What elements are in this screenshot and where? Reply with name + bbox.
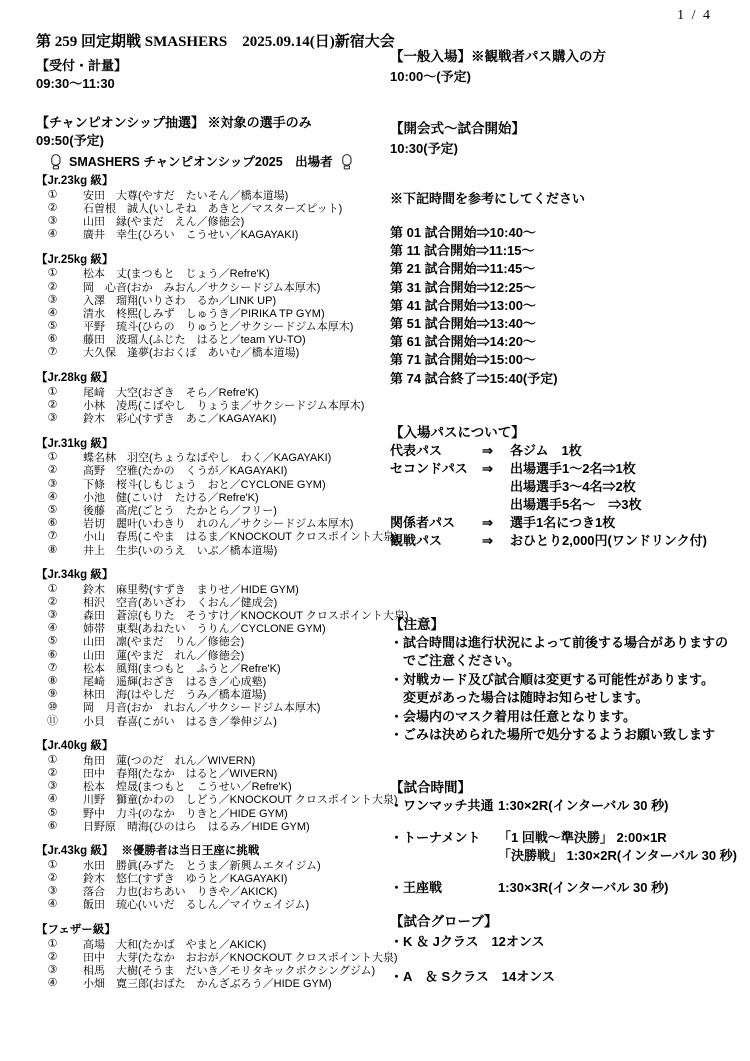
entrant-number: ① — [47, 188, 58, 201]
pass-label — [390, 478, 482, 496]
entrant-number: ⑤ — [47, 635, 58, 648]
entrant-number: ① — [47, 937, 58, 950]
pass-row — [390, 478, 735, 496]
entrant-number: ② — [47, 280, 58, 293]
entrant-row — [36, 346, 388, 359]
general-admission-section — [390, 48, 735, 88]
entrant-number: ③ — [47, 609, 58, 622]
reception-section — [36, 57, 388, 94]
entrant-row — [36, 819, 388, 832]
pass-label — [390, 496, 482, 514]
pass-value: 出場選手1～2名⇒1枚 — [510, 460, 636, 476]
entrant-number: ⑤ — [47, 320, 58, 333]
pass-arrow — [482, 496, 510, 514]
entrant-number: ④ — [47, 306, 58, 319]
weight-class-name: 【Jr.23kg 級】 — [36, 175, 114, 187]
entrant-number: ① — [47, 385, 58, 398]
match-time-row — [390, 879, 735, 897]
entrant-name: 山田 凛(やまだ りん／修徳会) — [83, 636, 245, 649]
general-admission-heading: 【一般入場】※観戦者パス購入の方 — [390, 49, 606, 64]
schedule-line: 第 41 試合開始⇒13:00～ — [390, 297, 536, 313]
entrant-name: 林田 海(はやしだ うみ／橋本道場) — [83, 689, 267, 702]
reception-heading: 【受付・計量】 — [36, 58, 128, 73]
entrant-name: 小山 春馬(こやま はるま／KNOCKOUT クロスポイント大泉) — [83, 531, 398, 544]
pass-row — [390, 460, 735, 478]
weight-class-list — [36, 175, 409, 991]
pass-arrow: ⇒ — [482, 442, 493, 458]
pass-row — [390, 496, 735, 514]
caution-heading: 【注意】 — [390, 616, 444, 632]
entrant-name: 森田 蒼涼(もりた そうすけ／KNOCKOUT クロスポイント大泉) — [83, 610, 409, 623]
entrant-number: ① — [47, 451, 58, 464]
entrant-name: 田中 大芽(たなか おおが／KNOCKOUT クロスポイント大泉) — [83, 951, 398, 964]
entrant-name: 平野 琉斗(ひらの りゅうと／サクシードジム本厚木) — [83, 321, 354, 334]
entrant-name: 落合 力也(おちあい りきや／AKICK) — [83, 886, 278, 899]
match-time-heading: 【試合時間】 — [390, 779, 471, 795]
pass-label: 関係者パス — [390, 514, 456, 530]
entrant-name: 鈴木 彩心(すずき あこ／KAGAYAKI) — [83, 413, 277, 426]
entrant-name: 安田 大尊(やすだ たいそん／橋本道場) — [83, 189, 289, 202]
weight-class-name: 【フェザー級】 — [36, 924, 116, 937]
glove-class-line: ・K ＆ Jクラス 12オンス — [390, 933, 545, 949]
entrant-name: 入澤 瑠翔(いりさわ るか／LINK UP) — [83, 294, 277, 307]
entrant-name: 井上 生歩(いのうえ いぶ／橋本道場) — [83, 544, 278, 557]
match-time-label: ・トーナメント — [390, 829, 481, 845]
entrant-number: ③ — [47, 885, 58, 898]
entrant-number: ① — [47, 267, 58, 280]
pass-value: 選手1名につき1枚 — [510, 514, 616, 530]
match-time-label — [390, 847, 498, 865]
entrant-name: 小貝 春喜(こがい はるき／拳伸ジム) — [83, 715, 277, 728]
pass-label: セコンドパス — [390, 460, 468, 476]
entrant-number: ① — [47, 582, 58, 595]
match-time-value: 1:30×2R(インターバル 30 秒) — [498, 797, 669, 813]
schedule-note: ※下記時間を参考にしてください — [390, 191, 586, 206]
entrant-row — [36, 411, 388, 424]
weight-class-section — [36, 924, 398, 991]
pass-arrow: ⇒ — [482, 514, 493, 530]
document-title: 第 259 回定期戦 SMASHERS 2025.09.14(日)新宿大会 — [36, 34, 395, 50]
entrant-name: 飯田 琉心(いいだ るしん／マイウェイジム) — [83, 899, 310, 912]
weight-class-name: 【Jr.40kg 級】 — [36, 740, 114, 753]
entrant-name: 鈴木 悠仁(すずき ゆうと／KAGAYAKI) — [83, 873, 288, 886]
entrant-name: 山田 蓮(やまだ れん／修徳会) — [83, 649, 245, 662]
entrant-number: ② — [47, 595, 58, 608]
caution-line: ・対戦カード及び試合順は変更する可能性があります。 — [390, 671, 714, 687]
match-time-label: ・ワンマッチ共通 — [390, 797, 494, 813]
entrant-name: 高野 空雅(たかの くうが／KAGAYAKI) — [83, 465, 288, 478]
pass-row — [390, 532, 735, 550]
entrant-number: ⑥ — [47, 819, 58, 832]
entrant-name: 松本 風翔(まつもと ふうと／Refre'K) — [83, 662, 281, 675]
entrant-number: ③ — [47, 214, 58, 227]
lottery-section — [36, 114, 388, 151]
entrant-name: 藤田 波瑠人(ふじた はると／team YU-TO) — [83, 334, 306, 347]
weight-class-section — [36, 372, 388, 425]
championship-title-line — [48, 151, 388, 171]
entrant-number: ⑦ — [47, 661, 58, 674]
entrant-number: ③ — [47, 412, 58, 425]
entrant-number: ⑩ — [47, 701, 58, 714]
entrant-number: ⑧ — [47, 675, 58, 688]
lottery-heading: 【チャンピオンシップ抽選】 ※対象の選手のみ — [36, 115, 312, 130]
gloves-heading: 【試合グローブ】 — [390, 913, 498, 929]
entrant-number: ② — [47, 398, 58, 411]
schedule-line: 第 21 試合開始⇒11:45～ — [390, 261, 536, 277]
schedule-line: 第 31 試合開始⇒12:25～ — [390, 279, 536, 295]
weight-class-name: 【Jr.31kg 級】 — [36, 437, 114, 450]
match-time-value: 「決勝戦」 1:30×2R(インターバル 30 秒) — [498, 847, 738, 863]
entrant-name: 松本 煌晟(まつもと こうせい／Refre'K) — [83, 781, 292, 794]
entrant-row — [36, 977, 388, 990]
caution-line: ・試合時間は進行状況によって前後する場合がありますの — [390, 634, 729, 650]
entrant-row — [36, 714, 388, 727]
entrant-number: ④ — [47, 793, 58, 806]
entrant-name: 山田 縁(やまだ えん／修徳会) — [83, 215, 245, 228]
entrant-number: ④ — [47, 977, 58, 990]
pass-arrow — [482, 478, 510, 496]
schedule-line: 第 51 試合開始⇒13:40～ — [390, 316, 536, 332]
entrant-number: ③ — [47, 780, 58, 793]
weight-class-name: 【Jr.25kg 級】 — [36, 253, 114, 266]
schedule-list — [390, 224, 735, 388]
caution-line: ・ごみは決められた場所で処分するようお願い致します — [390, 727, 716, 743]
schedule-line: 第 11 試合開始⇒11:15～ — [390, 243, 535, 259]
page-number: 1 / 4 — [677, 8, 712, 23]
entrant-number: ③ — [47, 477, 58, 490]
match-time-row — [390, 829, 735, 847]
entrant-number: ⑧ — [47, 543, 58, 556]
entrant-number: ④ — [47, 898, 58, 911]
caution-list — [390, 634, 735, 745]
championship-title: SMASHERS チャンピオンシップ2025 出場者 — [69, 155, 333, 169]
schedule-line: 第 01 試合開始⇒10:40～ — [390, 225, 536, 240]
boxing-glove-icon — [339, 152, 354, 170]
entrant-number: ⑥ — [47, 517, 58, 530]
entrant-name: 野中 力斗(のなか りきと／HIDE GYM) — [83, 807, 288, 820]
entrant-row — [36, 543, 388, 556]
opening-heading: 【開会式～試合開始】 — [390, 121, 525, 136]
entrant-number: ⑨ — [47, 688, 58, 701]
entrant-name: 角田 蓮(つのだ れん／WIVERN) — [83, 754, 256, 767]
boxing-glove-icon — [48, 152, 63, 170]
opening-section — [390, 120, 735, 160]
pass-value: 出場選手5名～ ⇒3枚 — [510, 496, 642, 512]
weight-class-name: 【Jr.43kg 級】 — [36, 845, 114, 858]
entrant-name: 相馬 大樹(そうま だいき／モリタキックボクシングジム) — [83, 965, 376, 978]
entrant-number: ② — [47, 872, 58, 885]
left-column — [36, 57, 409, 991]
entrant-name: 水田 勝眞(みずた とうま／新興ムエタイジム) — [83, 859, 321, 872]
entrant-row — [36, 228, 388, 241]
entrant-name: 廣井 幸生(ひろい こうせい／KAGAYAKI) — [83, 229, 299, 242]
entrant-name: 田中 春翔(たなか はると／WIVERN) — [83, 767, 278, 780]
glove-class-line: ・A ＆ Sクラス 14オンス — [390, 968, 555, 984]
weight-class-name: 【Jr.34kg 級】 — [36, 569, 114, 582]
entrant-name: 松本 丈(まつもと じょう／Refre'K) — [83, 268, 270, 281]
entrant-name: 尾﨑 大空(おざき そら／Refre'K) — [83, 386, 259, 399]
entrant-name: 後藤 高虎(ごとう たかとら／フリー) — [83, 504, 277, 517]
entrant-name: 相沢 空音(あいざわ くおん／健成会) — [83, 596, 278, 609]
entrant-number: ④ — [47, 490, 58, 503]
entrant-number: ② — [47, 950, 58, 963]
entrant-name: 高場 大和(たかば やまと／AKICK) — [83, 938, 267, 951]
pass-label: 代表パス — [390, 442, 443, 458]
match-time-list — [390, 797, 738, 897]
entrant-name: 岡 月音(おか れおん／サクシードジム本厚木) — [83, 702, 321, 715]
entrant-name: 石曽根 誠人(いしそね あきと／マスターズピット) — [83, 202, 343, 215]
entrant-name: 日野原 晴海(ひのはら はるみ／HIDE GYM) — [83, 820, 310, 833]
weight-class-section — [36, 437, 398, 557]
entrant-number: ③ — [47, 964, 58, 977]
schedule-line: 第 74 試合終了⇒15:40(予定) — [390, 370, 558, 386]
entrant-number: ④ — [47, 622, 58, 635]
entrant-name: 小林 凌馬(こばやし りょうま／サクシードジム本厚木) — [83, 399, 365, 412]
caution-line: でご注意ください。 — [403, 653, 521, 669]
pass-row — [390, 514, 735, 532]
pass-value: おひとり2,000円(ワンドリンク付) — [510, 532, 707, 548]
caution-line: 変更があった場合は随時お知らせします。 — [403, 690, 649, 706]
pass-arrow: ⇒ — [482, 460, 493, 476]
entrant-name: 岩切 麗叶(いわきり れのん／サクシードジム本厚木) — [83, 518, 354, 531]
entrant-number: ⑤ — [47, 503, 58, 516]
weight-class-section — [36, 845, 388, 911]
match-time-value: 1:30×3R(インターバル 30 秒) — [498, 879, 669, 895]
pass-arrow: ⇒ — [482, 532, 493, 548]
match-time-value: 「1 回戦～準決勝」 2:00×1R — [498, 829, 667, 845]
entrant-name: 尾崎 遥輝(おざき はるき／心成塾) — [83, 676, 267, 689]
entrant-number: ② — [47, 464, 58, 477]
entrant-name: 姉帯 東梨(あねたい うりん／CYCLONE GYM) — [83, 623, 326, 636]
entrant-number: ⑦ — [47, 346, 58, 359]
entrant-name: 岡 心音(おか みおん／サクシードジム本厚木) — [83, 281, 321, 294]
entrant-number: ⑪ — [47, 714, 58, 727]
entrant-name: 蝶名林 羽空(ちょうなばやし わく／KAGAYAKI) — [83, 452, 332, 465]
match-time-row — [390, 797, 735, 815]
weight-class-section — [36, 569, 409, 728]
entrant-number: ⑥ — [47, 648, 58, 661]
match-time-row — [390, 847, 738, 865]
passes-heading: 【入場パスについて】 — [390, 424, 525, 440]
entrant-name: 鈴木 麻里勢(すずき まりせ／HIDE GYM) — [83, 583, 299, 596]
caution-line: ・会場内のマスク着用は任意となります。 — [390, 708, 636, 724]
entrant-number: ② — [47, 201, 58, 214]
entrant-name: 川野 獅童(かわの しどう／KNOCKOUT クロスポイント大泉) — [83, 794, 398, 807]
entrant-number: ⑤ — [47, 806, 58, 819]
weight-class-note: ※優勝者は当日王座に挑戦 — [121, 845, 260, 858]
entrant-name: 清水 柊煕(しみず しゅうき／PIRIKA TP GYM) — [83, 307, 325, 320]
entrant-name: 大久保 逢夢(おおくぼ あいむ／橋本道場) — [83, 347, 300, 360]
schedule-line: 第 71 試合開始⇒15:00～ — [390, 352, 536, 368]
pass-value: 各ジム 1枚 — [510, 442, 582, 458]
entrant-name: 小畑 寛三郎(おばた かんざぶろう／HIDE GYM) — [83, 978, 332, 991]
entrant-number: ① — [47, 753, 58, 766]
pass-value: 出場選手3～4名⇒2枚 — [510, 478, 636, 494]
match-time-label: ・王座戦 — [390, 879, 443, 895]
entrant-name: 下條 桜斗(しもじょう おと／CYCLONE GYM) — [83, 478, 326, 491]
right-column — [390, 48, 738, 986]
entrant-number: ④ — [47, 228, 58, 241]
entrant-row — [36, 898, 388, 911]
entrant-name: 小池 健(こいけ たける／Refre'K) — [83, 491, 259, 504]
entrant-number: ③ — [47, 293, 58, 306]
schedule-line: 第 61 試合開始⇒14:20～ — [390, 334, 536, 350]
weight-class-section — [36, 175, 388, 241]
entrant-number: ⑥ — [47, 333, 58, 346]
entrant-number: ② — [47, 766, 58, 779]
weight-class-section — [36, 740, 398, 833]
opening-time: 10:30(予定) — [390, 141, 458, 156]
weight-class-name: 【Jr.28kg 級】 — [36, 372, 114, 385]
weight-class-section — [36, 254, 388, 359]
lottery-time: 09:50(予定) — [36, 133, 104, 148]
general-admission-time: 10:00～(予定) — [390, 69, 471, 84]
passes-list — [390, 442, 735, 550]
gloves-list — [390, 933, 735, 986]
entrant-number: ① — [47, 858, 58, 871]
pass-label: 観戦パス — [390, 532, 443, 548]
reception-time: 09:30～11:30 — [36, 76, 115, 91]
pass-row — [390, 442, 735, 460]
entrant-number: ⑦ — [47, 530, 58, 543]
